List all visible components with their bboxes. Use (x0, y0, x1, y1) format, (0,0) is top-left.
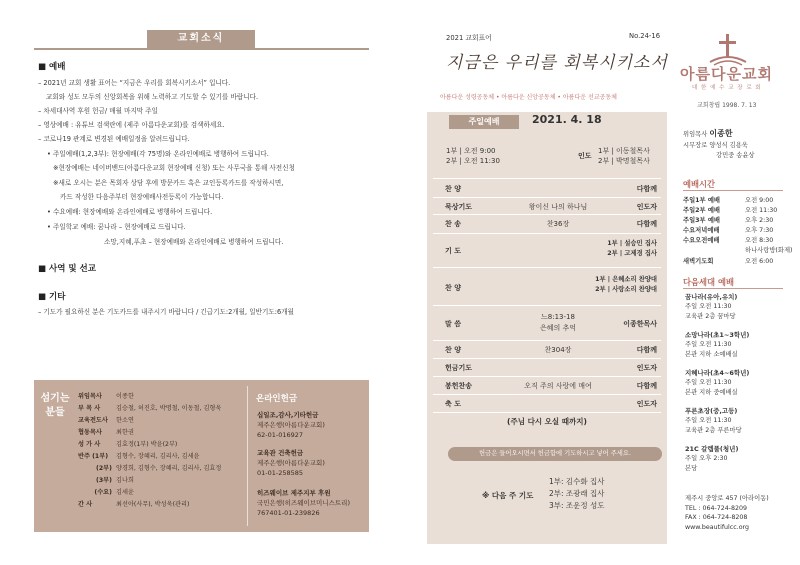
time-row: 수요오전예배 오전 8:30 (683, 237, 774, 244)
member-row: 간 사 최선아(사무), 박성욱(관리) (78, 501, 190, 508)
church-denomination: 대 한 예 수 교 장 로 회 (692, 85, 762, 91)
news-line: – 차세대사역 후원 헌금/ 매월 마지막 주일 (38, 107, 159, 115)
service-leaders: 인도 1부 | 이동철목사 2부 | 박명철목사 (578, 147, 650, 165)
pastor-info: 위임목사 이종한 (683, 129, 733, 138)
etc-heading: ■ 기타 (38, 292, 66, 302)
next-prayer-label: ※ 다음 주 기도 (482, 491, 534, 500)
member-row: 교육전도사 한소연 (78, 417, 134, 424)
next-gen-group: 푸른초장(중,고등) (685, 407, 738, 415)
next-gen-group: 꿈나라(유아,유치) (685, 293, 738, 301)
time-row: 주일1부 예배 오전 9:00 (683, 197, 774, 204)
order-divider (433, 305, 661, 306)
members-title: 섬기는 분들 (40, 393, 70, 418)
member-row: (수요) 김세윤 (94, 489, 134, 496)
service-times-title: 예배시간 (683, 179, 716, 189)
order-divider (433, 340, 661, 341)
news-line: • 주일예배(1,2,3부): 현장예배(각 75명)와 온라인예배로 병행하여 드립니다. (47, 150, 269, 158)
member-row: (3부) 김나희 (96, 477, 134, 484)
elders-info: 강민중 송윤상 (716, 152, 755, 159)
order-divider (433, 394, 661, 395)
year-label: 2021 교회표어 (446, 34, 492, 42)
motto-title: 지금은 우리를 회복시키소서 (446, 53, 668, 73)
news-line: 교회와 성도 모두의 신앙회복을 위해 노력하고 기도할 수 있기를 바랍니다. (46, 93, 259, 101)
website-link[interactable]: www.beautifulcc.org (685, 523, 750, 531)
member-row: 반주 (1부) 김형수, 장혜리, 김리사, 김세윤 (78, 453, 200, 460)
next-gen-title: 다음세대 예배 (683, 277, 734, 287)
motto-subtitle: 아름다운 성령공동체 • 아름다운 신앙공동체 • 아름다운 선교공동체 (440, 94, 617, 101)
cross-logo-icon (708, 32, 748, 66)
news-line: – 기도가 필요하신 분은 기도카드를 내주시기 바랍니다 / 긴급기도:2개월, 일반기도:6개월 (38, 308, 294, 316)
time-row: 새벽기도회 오전 6:00 (683, 258, 774, 265)
next-prayer-list: 1부: 김수화 집사 2부: 조광래 집사 3부: 조운정 성도 (549, 477, 605, 510)
online-offering-item: 히즈웨이브 제주지부 후원 국민은행(히즈웨이브미니스트리) 767401-01-239826 (257, 489, 350, 517)
member-row: (2부) 양경희, 김형수, 장혜리, 김리사, 김효정 (96, 465, 222, 472)
elders-info: 시무장로 양성식 김용욱 (683, 142, 748, 149)
news-title: 교회소식 (147, 30, 255, 48)
member-row: 성 가 사 김효정(1부) 박윤(2부) (78, 441, 178, 448)
service-date: 2021. 4. 18 (532, 113, 602, 126)
member-row: 협동목사 최한권 (78, 429, 134, 436)
time-row: 수요저녁예배 오후 7:30 (683, 227, 774, 234)
member-row: 위임목사 이종한 (78, 393, 134, 400)
section-rule (683, 288, 783, 289)
news-line: 소망,지혜,푸초 – 현장예배와 온라인예배로 병행하여 드립니다. (104, 238, 284, 246)
issue-number: No.24-16 (629, 32, 661, 40)
news-line: – 영상예배 : 유튜브 검색란에 (제주 아름다운교회)를 검색하세요. (38, 121, 225, 129)
next-gen-detail: 주일 오전 11:30 교육관 2층 꿈마당 (685, 303, 736, 320)
next-gen-group: 21C 갈렙풀(청년) (685, 445, 739, 453)
title-rule (34, 48, 369, 50)
online-offering-title: 온라인헌금 (256, 394, 298, 404)
time-row: 주일3부 예배 오후 2:30 (683, 217, 774, 224)
church-name: 아름다운교회 (680, 65, 773, 83)
order-divider (433, 358, 661, 359)
service-tab: 주일예배 (449, 115, 519, 129)
time-row: 하나사랑방(화제) (745, 247, 793, 254)
order-divider (433, 233, 661, 234)
next-gen-detail: 주일 오전 11:30 교육관 2층 푸른마당 (685, 417, 742, 434)
offering-notice: 헌금은 들어오시면서 헌금함에 기도하시고 넣어 주세요. (448, 447, 662, 461)
order-divider (433, 197, 661, 198)
box-divider (247, 386, 248, 526)
order-divider (433, 376, 661, 377)
news-line: ※현장예배는 네이버밴드(아름다운교회 현장예배 신청) 또는 사무국을 통해 사전신청 (53, 164, 295, 172)
online-offering-item: 교육관 건축헌금 제주은행(아름다운교회) 01-01-258585 (257, 449, 325, 477)
ministry-heading: ■ 사역 및 선교 (38, 264, 96, 274)
time-row: 주일2부 예배 오전 11:30 (683, 207, 778, 214)
next-gen-detail: 주일 오전 11:30 본관 지하 소예배실 (685, 341, 738, 358)
next-gen-detail: 주일 오후 2:30 본당 (685, 455, 728, 472)
online-offering-item: 십일조,감사,기타헌금 제주은행(아름다운교회) 62-01-016927 (257, 411, 325, 439)
news-line: – 코로나19 관계로 변경된 예배일정을 알려드립니다. (38, 135, 190, 143)
church-founded: 교회창립 1998. 7. 13 (697, 102, 757, 109)
section-rule (683, 190, 783, 191)
worship-heading: ■ 예배 (38, 62, 66, 72)
news-line: – 2021년 교회 생활 표어는 “지금은 우리를 회복시키소서” 입니다. (38, 79, 231, 87)
news-line: 카드 작성한 다음주부터 현장예배사전등록이 가능합니다. (60, 193, 224, 201)
next-gen-group: 지혜나라(초4~6학년) (685, 369, 750, 377)
order-divider (433, 214, 661, 215)
news-line: ※새로 오시는 분은 목회자 상담 후에 방문카드 혹은 교인등록카드를 작성하시면, (53, 179, 284, 187)
member-row: 부 목 사 김승철, 허진호, 박명철, 이동철, 김형욱 (78, 405, 222, 412)
order-divider (433, 267, 661, 268)
service-times: 1부 | 오전 9:00 2부 | 오전 11:30 (446, 147, 500, 165)
order-divider (433, 412, 661, 413)
news-line: • 수요예배: 현장예배와 온라인예배로 병행하여 드립니다. (47, 208, 213, 216)
news-line: • 주일학교 예배: 꿈나라 – 현장예배로 드립니다. (47, 223, 186, 231)
next-gen-group: 소망나라(초1~3학년) (685, 331, 750, 339)
order-divider (433, 178, 661, 179)
closing-phrase: (주님 다시 오실 때까지) (507, 417, 587, 426)
next-gen-detail: 주일 오전 11:30 본관 지하 중예배실 (685, 379, 738, 396)
church-contact: 제주시 중앙로 457 (아라이동) TEL : 064-724-8209 FAX : 064-724-8208 www.beautifulcc.org (685, 495, 769, 531)
